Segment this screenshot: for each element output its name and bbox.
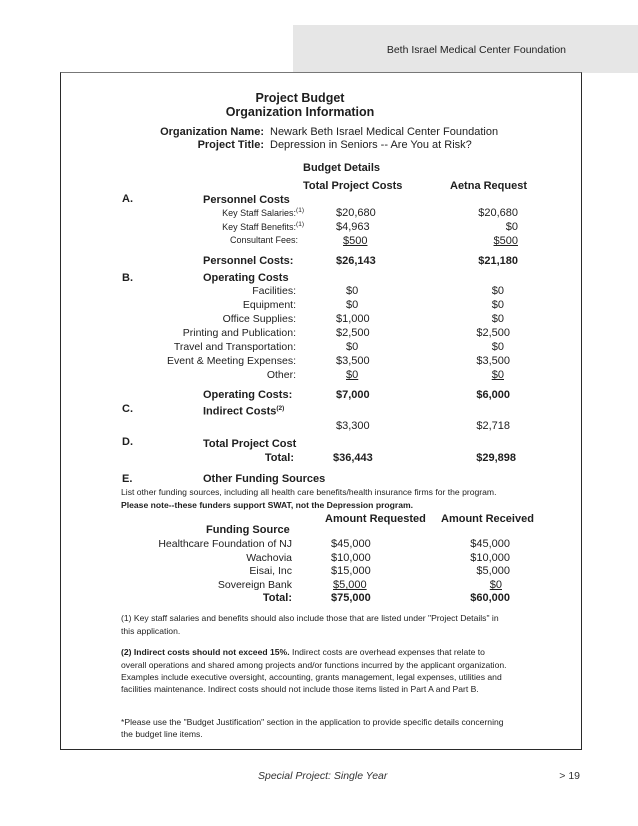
- section-a-letter: A.: [122, 193, 133, 205]
- funding-received: $10,000: [470, 552, 510, 564]
- header-organization: Beth Israel Medical Center Foundation: [386, 44, 566, 56]
- event-meeting-label: Event & Meeting Expenses:: [167, 355, 296, 367]
- funding-note: Please note--these funders support SWAT, not the Depression program.: [121, 500, 414, 510]
- col-requested-header: Amount Requested: [325, 513, 426, 525]
- funding-received: $5,000: [476, 565, 510, 577]
- doc-subtitle: Organization Information: [225, 105, 375, 119]
- key-staff-benefits-label: Key Staff Benefits:$^{(1)}$: [222, 221, 304, 232]
- facilities-label: Facilities:: [252, 285, 296, 297]
- personnel-subtotal-aetna: $21,180: [478, 255, 518, 267]
- col-total-header: Total Project Costs: [303, 180, 403, 192]
- indirect-costs-aetna: $2,718: [476, 420, 510, 432]
- funding-requested: $45,000: [331, 538, 371, 550]
- printing-publication-total: $2,500: [336, 327, 370, 339]
- operating-subtotal-aetna: $6,000: [476, 389, 510, 401]
- facilities-aetna: $0: [491, 285, 504, 297]
- key-staff-benefits-total: $4,963: [336, 221, 370, 233]
- key-staff-salaries-aetna: $20,680: [478, 207, 518, 219]
- funding-total-label: Total:: [262, 592, 292, 604]
- funding-received: $45,000: [470, 538, 510, 550]
- personnel-subtotal-total: $26,143: [336, 255, 376, 267]
- funding-received: $0: [489, 579, 502, 591]
- equipment-total: $0: [346, 299, 359, 311]
- equipment-aetna: $0: [491, 299, 504, 311]
- office-supplies-total: $1,000: [336, 313, 370, 325]
- consultant-fees-aetna: $500: [493, 235, 518, 247]
- other-total: $0: [346, 369, 359, 381]
- other-aetna: $0: [491, 369, 504, 381]
- funding-instruction: List other funding sources, including all health care benefits/health insurance firms for the program.: [121, 487, 497, 497]
- project-total-total: $36,443: [333, 452, 373, 464]
- funding-source-name: Wachovia: [246, 552, 292, 564]
- key-staff-salaries-total: $20,680: [336, 207, 376, 219]
- office-supplies-label: Office Supplies:: [222, 313, 296, 325]
- section-b-letter: B.: [122, 272, 133, 284]
- footer-section-label: Special Project: Single Year: [258, 770, 388, 782]
- budget-details-heading: Budget Details: [303, 162, 381, 174]
- funding-requested: $15,000: [331, 565, 371, 577]
- key-staff-benefits-aetna: $0: [505, 221, 518, 233]
- section-d-letter: D.: [122, 436, 133, 448]
- funding-source-name: Sovereign Bank: [217, 579, 292, 591]
- funding-requested: $5,000: [333, 579, 367, 591]
- section-c-letter: C.: [122, 403, 133, 415]
- org-name-label: Organization Name:: [160, 126, 264, 138]
- event-meeting-total: $3,500: [336, 355, 370, 367]
- note-3-line-2: the budget line items.: [121, 729, 203, 739]
- funding-total-received: $60,000: [470, 592, 510, 604]
- operating-subtotal-total: $7,000: [336, 389, 370, 401]
- org-name-value: Newark Beth Israel Medical Center Foundation: [270, 126, 499, 138]
- project-title-label: Project Title:: [197, 139, 264, 151]
- section-e-heading: Other Funding Sources: [203, 473, 326, 485]
- note-2-line-3: Examples include executive oversight, accounting, grants management, legal expenses, utilities and: [121, 672, 502, 682]
- event-meeting-aetna: $3,500: [476, 355, 510, 367]
- consultant-fees-total: $500: [343, 235, 368, 247]
- consultant-fees-label: Consultant Fees:: [229, 235, 298, 245]
- funding-total-requested: $75,000: [331, 592, 371, 604]
- funding-requested: $10,000: [331, 552, 371, 564]
- travel-transportation-label: Travel and Transportation:: [173, 341, 296, 353]
- other-label: Other:: [266, 369, 296, 381]
- section-c-heading: Indirect Costs$^{(2)}$: [203, 405, 285, 418]
- col-source-header: Funding Source: [206, 524, 290, 536]
- note-1-line-1: (1) Key staff salaries and benefits should also include those that are listed under "Project Details" in: [121, 613, 499, 623]
- facilities-total: $0: [346, 285, 359, 297]
- office-supplies-aetna: $0: [491, 313, 504, 325]
- note-1-line-2: this application.: [121, 626, 181, 636]
- project-title-value: Depression in Seniors -- Are You at Risk?: [270, 139, 472, 151]
- funding-source-name: Healthcare Foundation of NJ: [158, 538, 292, 550]
- operating-subtotal-label: Operating Costs:: [203, 389, 293, 401]
- indirect-costs-total: $3,300: [336, 420, 370, 432]
- key-staff-salaries-label: Key Staff Salaries:$^{(1)}$: [222, 207, 304, 218]
- col-aetna-header: Aetna Request: [450, 180, 528, 192]
- travel-transportation-total: $0: [346, 341, 359, 353]
- personnel-subtotal-label: Personnel Costs:: [203, 255, 294, 267]
- project-total-label: Total:: [264, 452, 294, 464]
- note-3-line-1: *Please use the "Budget Justification" section in the application to provide specific details concerning: [121, 717, 504, 727]
- page-number: > 19: [559, 770, 580, 782]
- doc-title: Project Budget: [255, 91, 345, 105]
- section-d-heading: Total Project Cost: [203, 438, 297, 450]
- note-2-line-1: (2) Indirect costs should not exceed 15%. Indirect costs are overhead expenses that relate to: [121, 647, 485, 657]
- col-received-header: Amount Received: [441, 513, 534, 525]
- funding-source-name: Eisai, Inc: [249, 565, 292, 577]
- project-total-aetna: $29,898: [476, 452, 516, 464]
- note-2-line-2: overall operations and shared among projects and/or functions incurred by the applicant organization.: [121, 660, 507, 670]
- travel-transportation-aetna: $0: [491, 341, 504, 353]
- printing-publication-aetna: $2,500: [476, 327, 510, 339]
- section-a-heading: Personnel Costs: [203, 194, 290, 206]
- equipment-label: Equipment:: [242, 299, 296, 311]
- note-2-line-4: facilities maintenance. Indirect costs should not include those items listed in Part A and Part B.: [121, 684, 479, 694]
- printing-publication-label: Printing and Publication:: [182, 327, 296, 339]
- section-b-heading: Operating Costs: [203, 272, 289, 284]
- section-e-letter: E.: [122, 473, 133, 485]
